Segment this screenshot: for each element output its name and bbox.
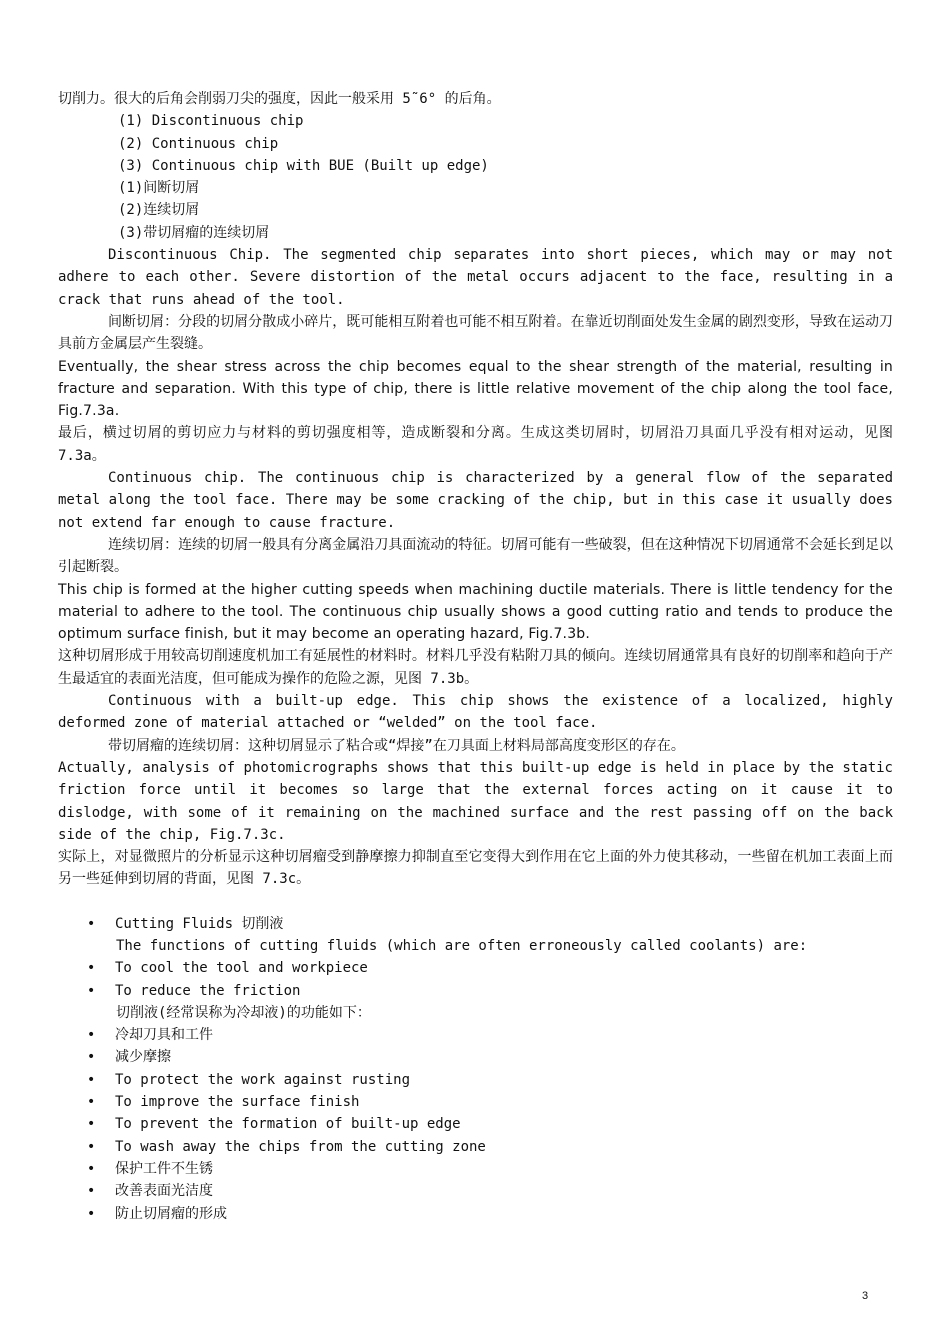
bullet-icon: • <box>87 1160 96 1177</box>
chip-type-3-cn: (3)带切屑瘤的连续切屑 <box>118 224 270 241</box>
bullet-icon: • <box>87 1138 96 1155</box>
bullet-icon: • <box>87 1027 96 1044</box>
paragraph-formed-cn: 这种切屑形成于用较高切削速度机加工有延展性的材料时。材料几乎没有粘附刀具的倾向。连续切屑通常具有良好的切削率和趋向于产生最适宜的表面光洁度，但可能成为操作的危险之源，见图 7.3b。 <box>58 648 893 687</box>
paragraph-formed-en: This chip is formed at the higher cutting speeds when machining ductile materials. There is little tendency for the material to adhere to the tool. The continuous chip usually shows a good cutting ratio and tends to produce the optimum surface finish, but it may become an operating hazard, Fig.7.3b. <box>58 581 893 643</box>
list-item-label: 减少摩擦 <box>115 1049 171 1066</box>
list-item-label: 防止切屑瘤的形成 <box>115 1205 227 1222</box>
bullet-icon: • <box>87 1205 96 1222</box>
list-item <box>58 1046 893 1068</box>
list-item <box>58 1113 893 1135</box>
page-number: 3 <box>862 1290 869 1302</box>
bullet-icon: • <box>87 1183 96 1200</box>
list-item-label: To prevent the formation of built-up edge <box>115 1116 461 1133</box>
paragraph-actually-en: Actually, analysis of photomicrographs shows that this built-up edge is held in place by the static friction force until it becomes so large that the external forces acting on it cause it to dislodge, with some of it remaining on the machined surface and the rest passing off on the back side of the chip, Fig.7.3c. <box>58 759 893 843</box>
list-item <box>58 913 893 935</box>
paragraph-continuous-cn: 连续切屑：连续的切屑一般具有分离金属沿刀具面流动的特征。切屑可能有一些破裂，但在这种情况下切屑通常不会延长到足以引起断裂。 <box>58 536 893 576</box>
paragraph-actually-cn: 实际上，对显微照片的分析显示这种切屑瘤受到静摩擦力抑制直至它变得大到作用在它上面的外力使其移动，一些留在机加工表面上而另一些延伸到切屑的背面，见图 7.3c。 <box>58 849 893 888</box>
paragraph-continuous-en: Continuous chip. The continuous chip is characterized by a general flow of the separated metal along the tool face. There may be some cracking of the chip, but in this case it usually does not extend far enough to cause fracture. <box>58 470 893 531</box>
list-item <box>58 1180 893 1202</box>
bullet-icon: • <box>87 960 96 977</box>
list-item-label: 保护工件不生锈 <box>115 1160 213 1177</box>
list-item <box>58 1136 893 1158</box>
paragraph-discontinuous-en: Discontinuous Chip. The segmented chip separates into short pieces, which may or may not adhere to each other. Severe distortion of the metal occurs adjacent to the face, resulting in a crack that runs ahead of the tool. <box>58 247 893 308</box>
bullet-icon: • <box>87 1094 96 1111</box>
paragraph-bue-cn: 带切屑瘤的连续切屑：这种切屑显示了粘合或“焊接”在刀具面上材料局部高度变形区的存在。 <box>108 737 685 754</box>
list-item-label: To protect the work against rusting <box>115 1071 411 1088</box>
fluids-intro-en: The functions of cutting fluids (which are often erroneously called coolants) are: <box>116 937 808 954</box>
document-body <box>58 88 893 1225</box>
bullet-icon: • <box>87 1116 96 1133</box>
chip-type-2-en: (2) Continuous chip <box>118 135 279 152</box>
bullet-icon: • <box>87 1049 96 1066</box>
list-item <box>58 1024 893 1046</box>
list-item <box>58 1069 893 1091</box>
list-item-label: To cool the tool and workpiece <box>115 960 368 977</box>
fluids-heading: Cutting Fluids 切削液 <box>115 915 284 932</box>
paragraph-bue-en: Continuous with a built-up edge. This chip shows the existence of a localized, highly deformed zone of material attached or “welded” on the tool face. <box>58 693 893 732</box>
chip-type-3-en: (3) Continuous chip with BUE (Built up edge) <box>118 157 489 174</box>
bullet-icon: • <box>87 1071 96 1088</box>
list-item <box>58 1091 893 1113</box>
chip-type-2-cn: (2)连续切屑 <box>118 202 200 219</box>
list-item <box>58 980 893 1002</box>
bullet-icon: • <box>87 915 96 932</box>
list-item-label: To improve the surface finish <box>115 1094 360 1111</box>
fluids-intro-cn: 切削液(经常误称为冷却液)的功能如下： <box>116 1004 371 1021</box>
list-item-label: To reduce the friction <box>115 982 301 999</box>
list-item-label: 改善表面光洁度 <box>115 1183 213 1200</box>
list-item <box>58 957 893 979</box>
chip-type-1-cn: (1)间断切屑 <box>118 180 200 197</box>
paragraph-eventually-en: Eventually, the shear stress across the chip becomes equal to the shear strength of the material, resulting in fracture and separation. With this type of chip, there is little relative movement of the chip along the tool face, Fig.7.3a. <box>58 358 893 420</box>
paragraph-discontinuous-cn: 间断切屑：分段的切屑分散成小碎片，既可能相互附着也可能不相互附着。在靠近切削面处发生金属的剧烈变形，导致在运动刀具前方金属层产生裂缝。 <box>58 313 893 353</box>
bullet-icon: • <box>87 982 96 999</box>
list-item-label: 冷却刀具和工件 <box>115 1027 213 1044</box>
paragraph-eventually-cn: 最后，横过切屑的剪切应力与材料的剪切强度相等，造成断裂和分离。生成这类切屑时，切屑沿刀具面几乎没有相对运动，见图 7.3a。 <box>58 425 893 464</box>
list-item <box>58 1203 893 1225</box>
list-item <box>58 1158 893 1180</box>
chip-type-1-en: (1) Discontinuous chip <box>118 113 304 130</box>
text-line: 切削力。很大的后角会削弱刀尖的强度，因此一般采用 5˜6° 的后角。 <box>58 91 501 107</box>
spacer <box>58 891 893 913</box>
list-item-label: To wash away the chips from the cutting zone <box>115 1138 486 1155</box>
